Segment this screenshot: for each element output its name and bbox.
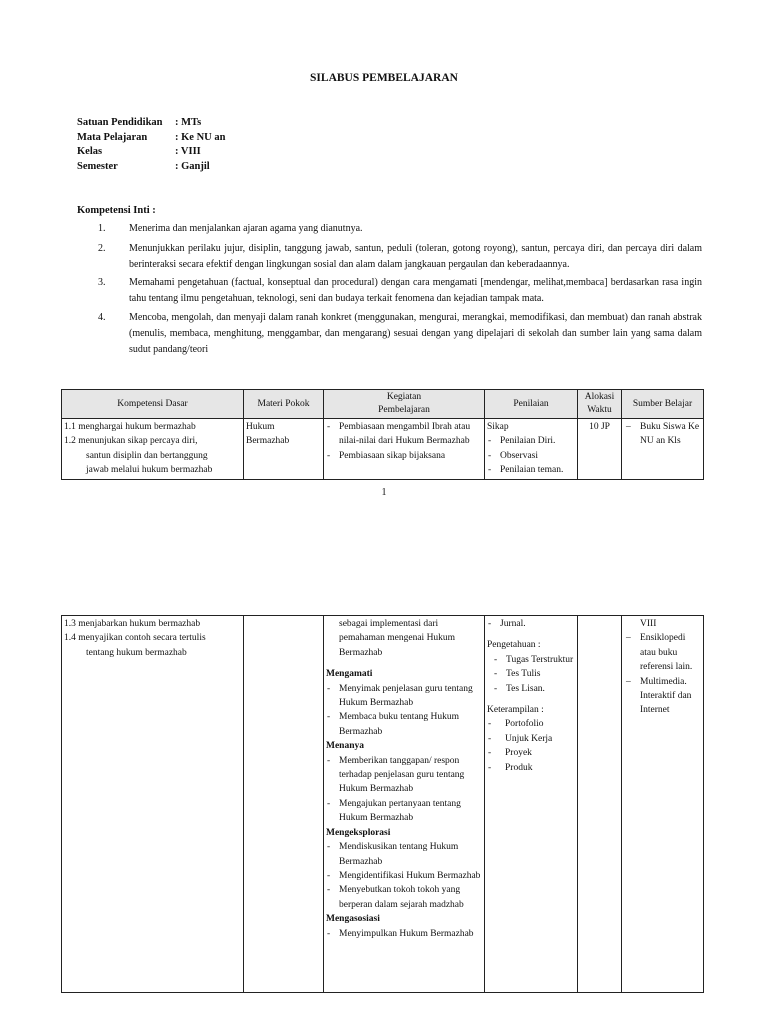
cell-alokasi bbox=[578, 616, 622, 993]
penilaian-item: - Portofolio bbox=[487, 717, 575, 731]
kegiatan-item: - Mengidentifikasi Hukum Bermazhab bbox=[326, 869, 482, 883]
table-header-row bbox=[62, 390, 704, 419]
penilaian-heading: Keterampilan : bbox=[487, 705, 544, 716]
ki-number: 2. bbox=[98, 243, 106, 254]
ki-text: Memahami pengetahuan (factual, konseptual dan procedural) dengan cara mengamati [mendengar, melihat,membaca] berdasarkan rasa ingin tahu tentang ilmu pengetahuan, teknologi, seni dan budaya terkait fenomena dan kejadian tampak mata. bbox=[129, 277, 702, 304]
cell-kegiatan bbox=[324, 419, 485, 480]
penilaian-item: - Jurnal. bbox=[487, 617, 575, 631]
kd-line: 1.2 menunjukan sikap percaya diri, bbox=[64, 436, 198, 447]
cell-kd bbox=[62, 419, 244, 480]
ki-text: Menunjukkan perilaku jujur, disiplin, tanggung jawab, santun, peduli (toleran, gotong royong), santun, percaya diri, dan percaya diri dalam berinteraksi secara efektif dengan lingkungan sosial dan alam dalam jangkauan pergaulan dan keberadaannya. bbox=[129, 243, 702, 270]
ki-number: 4. bbox=[98, 312, 106, 323]
cell-sumber bbox=[622, 616, 704, 993]
identity-label: Mata Pelajaran bbox=[77, 131, 148, 143]
page-title: SILABUS PEMBELAJARAN bbox=[310, 72, 458, 84]
identity-value: : VIII bbox=[175, 146, 201, 157]
kd-line: santun disiplin dan bertanggung bbox=[86, 450, 208, 461]
table-row bbox=[62, 616, 704, 993]
kd-line: 1.4 menyajikan contoh secara tertulis bbox=[64, 633, 206, 644]
sumber-continuation: VIII bbox=[640, 619, 657, 629]
penilaian-item: - Produk bbox=[487, 761, 575, 775]
ki-text: Menerima dan menjalankan ajaran agama yang dianutnya. bbox=[129, 223, 363, 234]
materi-line: Hukum bbox=[246, 422, 275, 432]
penilaian-item: - Tugas Terstruktur bbox=[493, 653, 575, 667]
header-alokasi-line: Alokasi bbox=[584, 392, 615, 402]
kd-line: tentang hukum bermazhab bbox=[86, 647, 187, 658]
identity-label: Satuan Pendidikan bbox=[77, 117, 163, 128]
ki-text: Mencoba, mengolah, dan menyaji dalam ranah konkret (menggunakan, mengurai, merangkai, memodifikasi, dan membuat) dan ranah abstrak (menulis, membaca, menghitung, menggambar, dan mengarang) sesuai dengan yang dipelajari di sekolah dan sumber lain yang sama dalam sudut pandang/teori bbox=[129, 312, 702, 355]
materi-line: Bermazhab bbox=[246, 436, 290, 447]
kegiatan-section-heading: Menanya bbox=[326, 741, 364, 752]
cell-sumber bbox=[622, 419, 704, 480]
header-kegiatan bbox=[324, 390, 485, 419]
header-kegiatan-line: Pembelajaran bbox=[378, 405, 430, 415]
sumber-item: – Ensiklopedi atau buku referensi lain. bbox=[624, 631, 701, 674]
penilaian-item: - Penilaian teman. bbox=[487, 463, 575, 477]
kegiatan-continuation: sebagai implementasi dari pemahaman mengenai Hukum Bermazhab bbox=[339, 619, 456, 658]
penilaian-item: - Tes Lisan. bbox=[493, 682, 575, 696]
penilaian-item: - Proyek bbox=[487, 746, 575, 760]
penilaian-heading: Sikap bbox=[487, 422, 509, 432]
ki-heading: Kompetensi Inti : bbox=[77, 205, 156, 216]
identity-row bbox=[77, 131, 225, 146]
kegiatan-item: - Mengajukan pertanyaan tentang Hukum Bermazhab bbox=[326, 797, 482, 826]
kd-line: 1.1 menghargai hukum bermazhab bbox=[64, 422, 196, 432]
penilaian-heading: Pengetahuan : bbox=[487, 640, 541, 651]
identity-row bbox=[77, 160, 225, 175]
header-penilaian: Penilaian bbox=[485, 390, 578, 419]
header-kd: Kompetensi Dasar bbox=[62, 390, 244, 419]
identity-value: : MTs bbox=[175, 117, 202, 128]
kegiatan-item: - Menyimak penjelasan guru tentang Hukum Bermazhab bbox=[326, 682, 482, 711]
cell-penilaian bbox=[485, 616, 578, 993]
cell-kegiatan bbox=[324, 616, 485, 993]
kd-line: 1.3 menjabarkan hukum bermazhab bbox=[64, 619, 201, 629]
identity-value: : Ke NU an bbox=[175, 131, 226, 143]
kegiatan-item: - Menyebutkan tokoh tokoh yang berperan dalam sejarah madzhab bbox=[326, 883, 482, 912]
ki-number: 3. bbox=[98, 277, 106, 288]
kegiatan-item: - Mendiskusikan tentang Hukum Bermazhab bbox=[326, 840, 482, 869]
ki-number: 1. bbox=[98, 223, 106, 234]
header-alokasi-line: Waktu bbox=[587, 405, 612, 415]
identity-block bbox=[77, 116, 225, 174]
identity-label: Kelas bbox=[77, 146, 103, 157]
penilaian-item: - Unjuk Kerja bbox=[487, 732, 575, 746]
kd-line: jawab melalui hukum bermazhab bbox=[86, 465, 213, 476]
penilaian-item: - Tes Tulis bbox=[493, 667, 575, 681]
ki-item bbox=[98, 310, 702, 358]
sumber-item: – Multimedia. Interaktif dan Internet bbox=[624, 675, 701, 718]
ki-item bbox=[98, 241, 702, 273]
header-alokasi bbox=[578, 390, 622, 419]
header-materi: Materi Pokok bbox=[244, 390, 324, 419]
penilaian-item: - Penilaian Diri. bbox=[487, 434, 575, 448]
identity-row bbox=[77, 145, 225, 160]
kegiatan-item: - Membaca buku tentang Hukum Bermazhab bbox=[326, 710, 482, 739]
syllabus-table-page2 bbox=[61, 615, 704, 993]
kegiatan-item: - Pembiasaan mengambil Ibrah atau nilai-nilai dari Hukum Bermazhab bbox=[326, 420, 482, 449]
kegiatan-item: - Pembiasaan sikap bijaksana bbox=[326, 449, 482, 463]
penilaian-item: - Observasi bbox=[487, 449, 575, 463]
ki-item bbox=[98, 221, 702, 237]
identity-row bbox=[77, 116, 225, 131]
cell-alokasi: 10 JP bbox=[578, 419, 622, 480]
identity-value: : Ganjil bbox=[175, 160, 210, 172]
kegiatan-section-heading: Mengasosiasi bbox=[326, 914, 380, 925]
identity-label: Semester bbox=[77, 160, 118, 172]
ki-item bbox=[98, 275, 702, 307]
kegiatan-item: - Menyimpulkan Hukum Bermazhab bbox=[326, 927, 482, 941]
header-kegiatan-line: Kegiatan bbox=[386, 392, 422, 402]
page-number: 1 bbox=[381, 487, 387, 498]
cell-kd bbox=[62, 616, 244, 993]
cell-materi bbox=[244, 616, 324, 993]
cell-materi bbox=[244, 419, 324, 480]
header-sumber: Sumber Belajar bbox=[622, 390, 704, 419]
kegiatan-section-heading: Mengeksplorasi bbox=[326, 827, 391, 838]
sumber-item: – Buku Siswa Ke NU an Kls bbox=[624, 420, 701, 449]
table-row bbox=[62, 419, 704, 480]
syllabus-table-page1 bbox=[61, 389, 704, 480]
cell-penilaian bbox=[485, 419, 578, 480]
kegiatan-section-heading: Mengamati bbox=[326, 669, 373, 680]
kegiatan-item: - Memberikan tanggapan/ respon terhadap penjelasan guru tentang Hukum Bermazhab bbox=[326, 754, 482, 797]
